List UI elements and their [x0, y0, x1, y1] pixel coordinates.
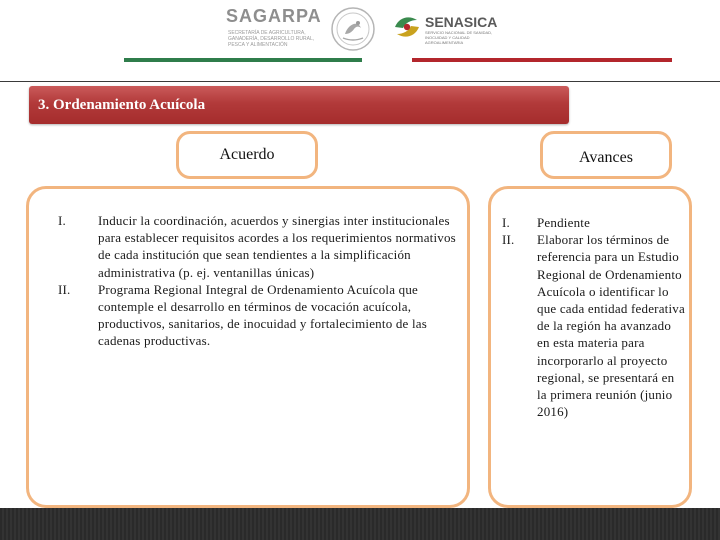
acuerdo-heading-box	[176, 131, 318, 179]
mexico-seal-icon	[330, 6, 376, 52]
green-stripe	[124, 58, 362, 62]
avances-panel	[488, 186, 692, 508]
item-text: Programa Regional Integral de Ordenamiento Acuícola que contemple el desarrollo en términos de vocación acuícola, productivos, sanitarios, de inocuidad y fortalecimiento de las cadenas productivas.	[98, 281, 428, 349]
avances-list	[502, 214, 686, 420]
senasica-logo	[393, 12, 508, 48]
item-number: II.	[58, 281, 71, 297]
acuerdo-panel	[26, 186, 470, 508]
section-title-bar	[29, 86, 569, 124]
avances-heading: Avances	[579, 149, 633, 166]
sagarpa-title: SAGARPA	[226, 6, 322, 26]
item-text: Inducir la coordinación, acuerdos y sinergias inter institucionales para establecer requisitos acordes a los requerimientos normativos de cada institución que sean tendientes a la simplificación administrativa (p. ej. ventanillas únicas)	[98, 213, 456, 280]
acuerdo-list	[58, 212, 463, 350]
header-divider	[0, 81, 720, 82]
section-title: 3. Ordenamiento Acuícola	[38, 97, 206, 113]
item-number: I.	[58, 213, 66, 228]
item-text: Pendiente	[537, 215, 591, 230]
item-number: I.	[502, 215, 510, 230]
acuerdo-item	[58, 281, 463, 350]
acuerdo-item	[58, 212, 463, 281]
avances-heading-box	[540, 131, 672, 179]
acuerdo-heading: Acuerdo	[219, 146, 275, 163]
sagarpa-subtitle: SECRETARÍA DE AGRICULTURA, GANADERÍA, DESARROLLO RURAL, PESCA Y ALIMENTACIÓN	[228, 30, 315, 48]
avances-item	[502, 231, 686, 420]
item-number: II.	[502, 232, 515, 248]
senasica-mark-icon	[393, 14, 421, 40]
senasica-title: SENASICA	[425, 14, 498, 30]
avances-item	[502, 214, 686, 231]
senasica-subtitle: SERVICIO NACIONAL DE SANIDAD, INOCUIDAD Y CALIDAD AGROALIMENTARIA	[425, 30, 493, 45]
red-stripe	[412, 58, 672, 62]
footer-band	[0, 508, 720, 540]
item-text: Elaborar los términos de referencia para un Estudio Regional de Ordenamiento Acuícola o identificar lo que cada entidad federativa de la región ha avanzado en esta materia para incorporarlo al proyecto regional, se presentará en la primera reunión (junio 2016)	[537, 232, 685, 420]
sagarpa-logo	[226, 6, 322, 52]
